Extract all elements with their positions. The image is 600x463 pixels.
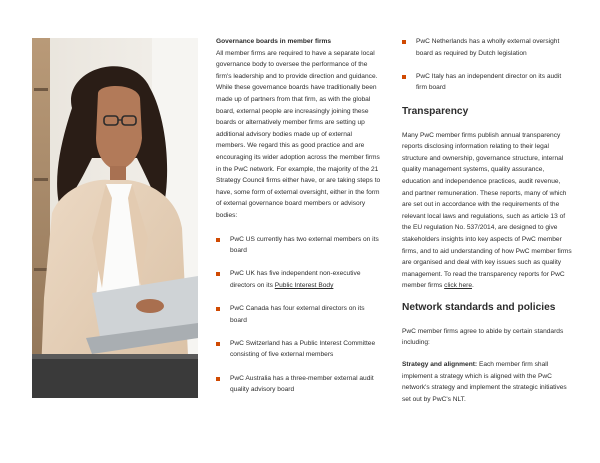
transparency-reports-link[interactable]: click here xyxy=(444,282,472,290)
bullet-square-icon xyxy=(216,377,220,381)
bullet-square-icon xyxy=(216,238,220,242)
transparency-body: Many PwC member firms publish annual transparency reports disclosing information relating to their legal structure and ownership, governance structure, internal quality management systems, quality assurance, education and independence practices, audit revenue, and partner remuneration. These reports, many of which are set out in accordance with the requirements of the relevant local laws and regulations, such as article 13 of the EU regulation No. 537/2014, are designed to give stakeholders insights into key aspects of PwC member firms, and to aid understanding of how PwC member firms are organised and deal with key issues such as quality management. To read the transparency reports for PwC member firms click here. xyxy=(402,131,572,290)
list-item: PwC Australia has a three-member external audit quality advisory board xyxy=(216,373,382,396)
bullet-square-icon xyxy=(402,40,406,44)
list-item: PwC US currently has two external members on its board xyxy=(216,234,382,257)
public-interest-body-link[interactable]: Public Interest Body xyxy=(274,281,334,289)
governance-column xyxy=(216,36,382,407)
governance-bullet-list xyxy=(216,234,382,396)
transparency-heading: Transparency xyxy=(402,105,469,117)
bullet-square-icon xyxy=(402,75,406,79)
bullet-square-icon xyxy=(216,342,220,346)
governance-intro: All member firms are required to have a separate local governance body to oversee the performance of the firm's leadership and to provide direction and guidance. While these governance boards have traditionally been made up of partners from that firm, as with the global board, external people are increasingly joining these boards or alternatively member firms are setting up additional advisory bodies made up of external members. We regard this as good practice and are encouraging its wider adoption across the member firms in the PwC network. For example, the majority of the 21 Strategy Council firms either have, or are taking steps to have, some form of external oversight, either in the form of external governance board members or advisory bodies: xyxy=(216,49,381,219)
governance-bullet-list-continued xyxy=(402,36,572,94)
network-intro: PwC member firms agree to abide by certain standards including: xyxy=(402,327,564,347)
list-item: PwC Netherlands has a wholly external oversight board as required by Dutch legislation xyxy=(402,36,572,59)
woman-working-on-laptop-photo xyxy=(32,38,198,398)
bullet-square-icon xyxy=(216,272,220,276)
list-item: PwC Canada has four external directors on its board xyxy=(216,303,382,326)
list-item: PwC Italy has an independent director on its audit firm board xyxy=(402,71,572,94)
bullet-square-icon xyxy=(216,307,220,311)
governance-heading: Governance boards in member firms xyxy=(216,38,332,45)
network-standards-heading: Network standards and policies xyxy=(402,301,556,313)
transparency-column xyxy=(402,36,572,405)
strategy-alignment-label: Strategy and alignment: xyxy=(402,361,478,369)
list-item: PwC UK has five independent non-executive directors on its Public Interest Body xyxy=(216,268,382,291)
list-item: PwC Switzerland has a Public Interest Committee consisting of five external members xyxy=(216,338,382,361)
strategy-alignment-item: Strategy and alignment: Each member firm shall implement a strategy which is aligned with the PwC network's strategy and implement the strategic initiatives set out by PwC's NLT. xyxy=(402,361,567,403)
